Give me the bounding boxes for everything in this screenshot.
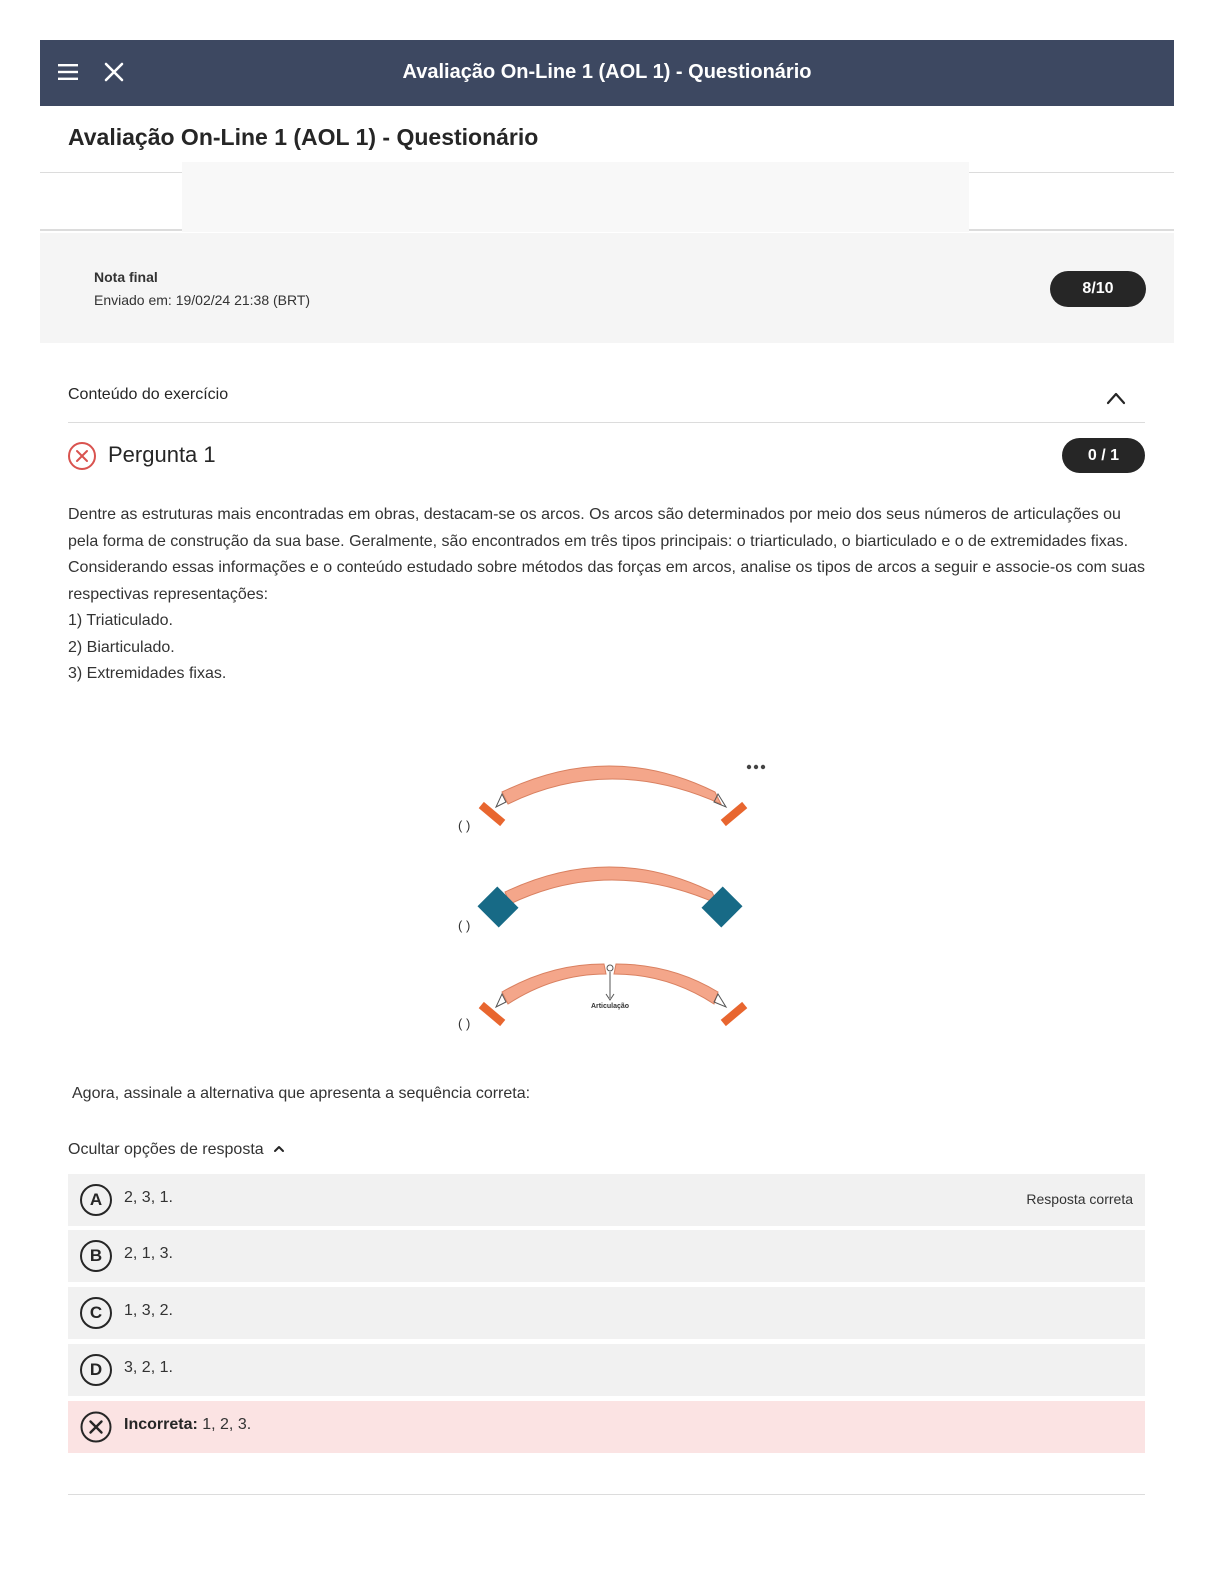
divider: [40, 229, 182, 231]
option-text: 3, 2, 1.: [124, 1359, 173, 1376]
divider: [40, 172, 182, 173]
section-title: Conteúdo do exercício: [68, 386, 229, 403]
question-item: 1) Triaticulado.: [68, 612, 173, 629]
question-item: 2) Biarticulado.: [68, 638, 175, 656]
blank-marker: ( ): [458, 818, 471, 833]
page-title: Avaliação On-Line 1 (AOL 1) - Questionário: [68, 124, 539, 150]
blank-marker: ( ): [458, 1016, 471, 1031]
question-text: [68, 502, 1148, 688]
question-paragraph: Dentre as estruturas mais encontradas em obras, destacam-se os arcos. Os arcos são determinados por meio dos seus números de articulações ou pela forma de construção da sua base. Geralmente, são encontrados em três tipos principais: o triarticulado, o biarticulado e o de extremidades fixas.: [68, 506, 1129, 550]
more-options-icon[interactable]: [744, 758, 768, 776]
option-letter: D: [80, 1354, 112, 1386]
correct-answer-tag: Resposta correta: [1026, 1191, 1133, 1207]
incorrect-icon: [80, 1411, 112, 1443]
answer-option[interactable]: [68, 1287, 1145, 1339]
option-letter: B: [80, 1240, 112, 1272]
grade-panel: [40, 233, 1174, 343]
incorrect-label: Incorreta:: [124, 1416, 198, 1433]
option-text: 1, 3, 2.: [124, 1302, 173, 1319]
grade-score-badge: 8/10: [1050, 271, 1146, 307]
tab-area: [182, 162, 969, 232]
option-text: [124, 1416, 251, 1434]
arch-pinned-both: [458, 766, 747, 833]
answer-option[interactable]: [68, 1344, 1145, 1396]
question-paragraph: Considerando essas informações e o conteúdo estudado sobre métodos das forças em arcos, analise os tipos de arcos a seguir e associe-os com suas respectivas representações:: [68, 559, 1146, 603]
arch-three-hinged: [458, 964, 747, 1031]
divider: [969, 172, 1174, 173]
grade-label: Nota final: [94, 269, 158, 285]
option-text: 2, 1, 3.: [124, 1245, 173, 1262]
answer-option[interactable]: [68, 1230, 1145, 1282]
divider: [969, 229, 1174, 231]
question-item: 3) Extremidades fixas.: [68, 665, 227, 682]
chevron-up-icon: [272, 1144, 286, 1154]
arch-fixed-ends: [458, 867, 743, 933]
header-title: Avaliação On-Line 1 (AOL 1) - Questionário: [402, 61, 812, 83]
toggle-label: Ocultar opções de resposta: [68, 1141, 264, 1158]
question-instruction: Agora, assinale a alternativa que apresenta a sequência correta:: [72, 1085, 531, 1102]
option-letter: A: [80, 1184, 112, 1216]
question-title: Pergunta 1: [108, 442, 216, 467]
selected-wrong-option[interactable]: [68, 1401, 1145, 1453]
divider: [68, 422, 1145, 423]
incorrect-icon: [67, 441, 97, 471]
question-score-badge: 0 / 1: [1062, 438, 1145, 473]
divider: [68, 1494, 1145, 1495]
answer-option[interactable]: [68, 1174, 1145, 1226]
chevron-up-icon[interactable]: [1104, 388, 1128, 408]
option-text: 2, 3, 1.: [124, 1189, 173, 1206]
top-bar: [40, 40, 1174, 106]
hinge-label: Articulação: [590, 1003, 630, 1010]
option-value: 1, 2, 3.: [197, 1416, 252, 1433]
submitted-date: Enviado em: 19/02/24 21:38 (BRT): [94, 292, 311, 308]
arches-figure: [450, 752, 780, 1042]
toggle-answer-options[interactable]: [68, 1141, 286, 1159]
blank-marker: ( ): [458, 918, 471, 933]
option-letter: C: [80, 1297, 112, 1329]
